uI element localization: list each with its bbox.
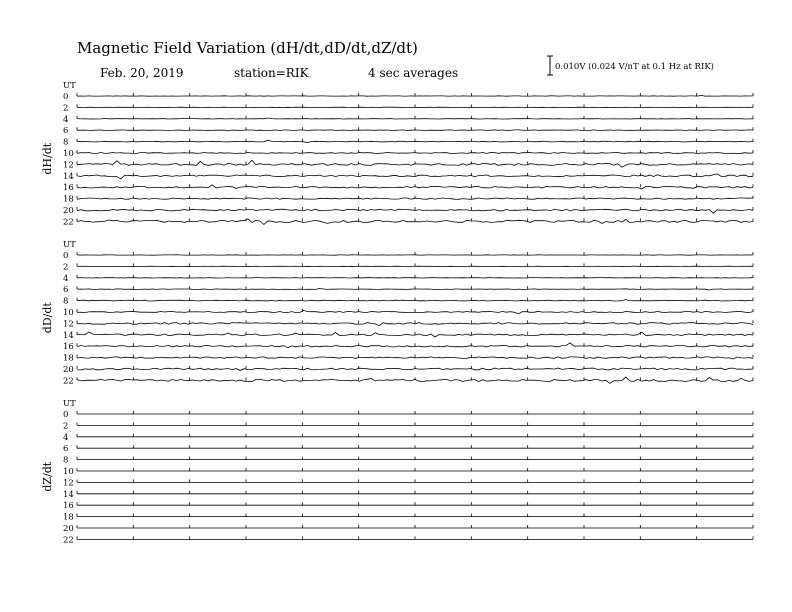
hour-label: 0 (63, 410, 69, 420)
panel-dD-dt (41, 240, 753, 386)
hour-label: 12 (63, 160, 74, 171)
hour-label: 14 (63, 489, 74, 500)
hour-label: 10 (63, 149, 74, 159)
hour-label: 6 (63, 126, 69, 137)
hour-label: 22 (63, 535, 74, 546)
chart-title: Magnetic Field Variation (dH/dt,dD/dt,dZ/dt) (77, 39, 418, 57)
station-label: station=RIK (234, 66, 309, 80)
hour-label: 10 (63, 308, 74, 318)
hour-label: 8 (63, 296, 69, 307)
hour-label: 22 (63, 217, 74, 228)
hour-label: 14 (63, 330, 74, 341)
hour-label: 22 (63, 376, 74, 387)
panel-ylabel: dZ/dt (41, 461, 54, 492)
hour-label: 14 (63, 171, 74, 182)
hour-label: 16 (63, 183, 74, 194)
hour-label: 0 (63, 251, 69, 261)
hour-label: 20 (63, 206, 74, 216)
panel-ylabel: dH/dt (41, 142, 54, 175)
hour-label: 12 (63, 478, 74, 489)
hour-label: 0 (63, 92, 69, 102)
hour-label: 20 (63, 524, 74, 534)
ut-axis-label: UT (63, 81, 76, 91)
hour-label: 2 (63, 421, 69, 432)
hour-label: 18 (63, 353, 74, 364)
hour-label: 8 (63, 455, 69, 466)
hour-label: 8 (63, 137, 69, 148)
hour-label: 18 (63, 512, 74, 523)
hour-label: 10 (63, 467, 74, 477)
hour-label: 2 (63, 262, 69, 273)
scale-bar (547, 56, 714, 75)
scale-bar-label: 0.010V (0.024 V/nT at 0.1 Hz at RIK) (555, 62, 714, 72)
hour-label: 6 (63, 285, 69, 296)
hour-label: 6 (63, 444, 69, 455)
hour-label: 12 (63, 319, 74, 330)
date-label: Feb. 20, 2019 (100, 66, 184, 80)
hour-label: 4 (63, 114, 69, 125)
hour-label: 16 (63, 342, 74, 353)
averaging-label: 4 sec averages (368, 66, 459, 80)
ut-axis-label: UT (63, 240, 76, 250)
hour-label: 4 (63, 273, 69, 284)
hour-label: 18 (63, 194, 74, 205)
hour-label: 4 (63, 432, 69, 443)
hour-label: 16 (63, 501, 74, 512)
panel-ylabel: dD/dt (41, 302, 54, 334)
panel-dH-dt (41, 81, 753, 227)
hour-label: 2 (63, 103, 69, 114)
hour-label: 20 (63, 365, 74, 375)
ut-axis-label: UT (63, 399, 76, 409)
panel-dZ-dt (41, 399, 753, 545)
